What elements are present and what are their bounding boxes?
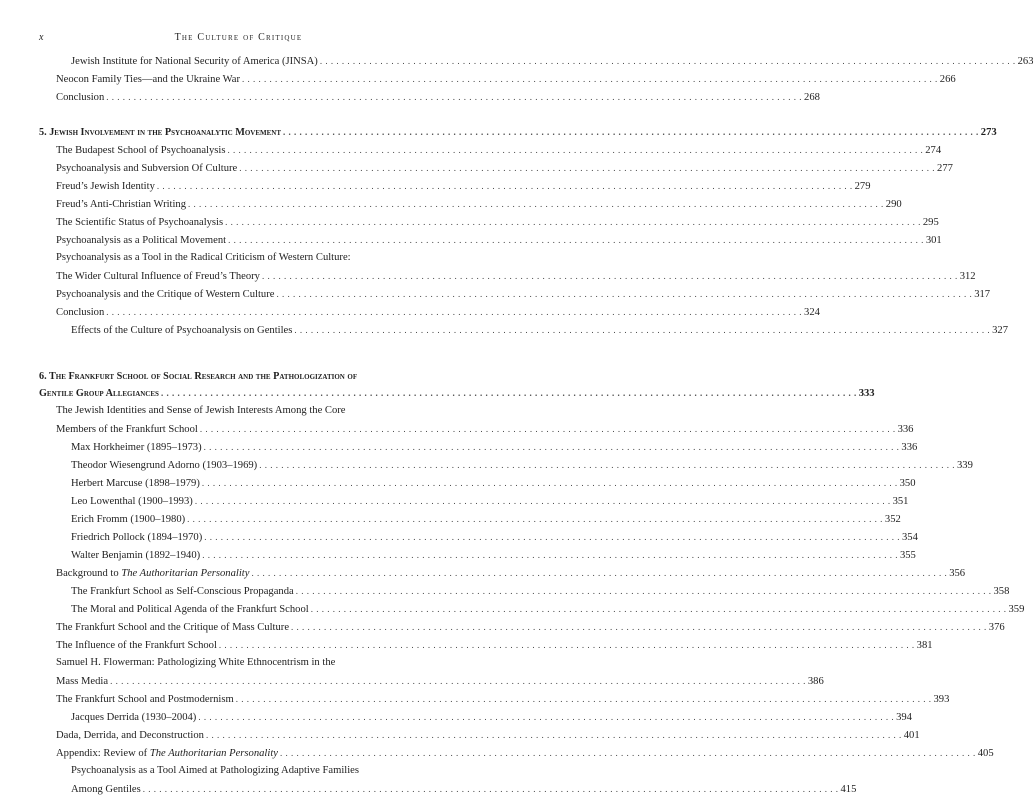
- toc-entry-title: Conclusion: [56, 92, 105, 103]
- toc-entry-title-italic: The Authoritarian Personality: [121, 568, 250, 579]
- toc-entry-title: Conclusion: [56, 307, 105, 318]
- toc-entry[interactable]: [39, 636, 933, 654]
- dot-leader: [206, 726, 902, 744]
- toc-entry-page: 356: [949, 568, 966, 579]
- toc-entry-title: Mass Media: [56, 676, 109, 687]
- toc-entry-title: Theodor Wiesengrund Adorno (1903–1969): [71, 460, 258, 471]
- running-header: [39, 32, 438, 46]
- chapter-heading-first-line[interactable]: 6. The Frankfurt School of Social Research and the Pathologization of: [39, 371, 358, 382]
- chapter-title: 5. Jewish Involvement in the Psychoanalytic Movement: [39, 127, 282, 138]
- toc-entry-page: 336: [901, 442, 918, 453]
- toc-entry[interactable]: [39, 52, 1033, 70]
- toc-entry-title: Freud’s Anti-Christian Writing: [56, 199, 187, 210]
- toc-entry-title: The Budapest School of Psychoanalysis: [56, 145, 226, 156]
- toc-entry-title: Neocon Family Ties—and the Ukraine War: [56, 74, 241, 85]
- toc-entry-title: [56, 745, 278, 763]
- toc-entry-title: The Moral and Political Agenda of the Frankfurt School: [71, 604, 309, 615]
- dot-leader: [291, 618, 987, 636]
- dot-leader: [242, 70, 938, 88]
- toc-entry[interactable]: [39, 438, 918, 456]
- dot-leader: [228, 231, 924, 249]
- toc-entry[interactable]: [39, 303, 820, 321]
- toc-entry[interactable]: [39, 285, 991, 303]
- toc-entry-title: Jacques Derrida (1930–2004): [71, 712, 197, 723]
- toc-entry[interactable]: [39, 618, 1005, 636]
- toc-entry-page: 295: [922, 217, 939, 228]
- toc-entry[interactable]: [39, 726, 920, 744]
- toc-entry-page: 393: [933, 694, 950, 705]
- toc-entry[interactable]: [39, 780, 857, 798]
- toc-entry-first-line[interactable]: The Jewish Identities and Sense of Jewish Interests Among the Core: [56, 405, 346, 416]
- toc-entry-page: 268: [804, 92, 820, 103]
- toc-entry[interactable]: [39, 672, 824, 690]
- toc-entry-title: Freud’s Jewish Identity: [56, 181, 155, 192]
- toc-entry[interactable]: [39, 600, 1025, 618]
- dot-leader: [195, 492, 891, 510]
- toc-entry-page: 350: [899, 478, 916, 489]
- toc-entry-title-italic: The Authoritarian Personality: [149, 748, 278, 759]
- dot-leader: [283, 124, 979, 141]
- toc-entry-page: 354: [901, 532, 918, 543]
- toc-entry-page: 394: [896, 712, 912, 723]
- toc-entry-page: 355: [899, 550, 916, 561]
- dot-leader: [259, 456, 955, 474]
- toc-entry[interactable]: [39, 474, 916, 492]
- toc-entry-page: 376: [988, 622, 1005, 633]
- dot-leader: [239, 159, 935, 177]
- dot-leader: [236, 690, 932, 708]
- toc-entry-page: 263: [1017, 56, 1033, 67]
- chapter-heading[interactable]: [39, 124, 997, 141]
- toc-entry-page: 317: [974, 289, 991, 300]
- toc-entry[interactable]: [39, 159, 953, 177]
- toc-entry[interactable]: [39, 231, 942, 249]
- toc-entry[interactable]: [39, 213, 939, 231]
- page-number: x: [39, 32, 45, 43]
- dot-leader: [225, 213, 921, 231]
- toc-entry-title: Herbert Marcuse (1898–1979): [71, 478, 200, 489]
- dot-leader: [276, 285, 972, 303]
- toc-entry[interactable]: [39, 141, 942, 159]
- toc-entry-page: 301: [925, 235, 942, 246]
- toc-entry-page: 381: [916, 640, 933, 651]
- toc-entry-page: 386: [807, 676, 824, 687]
- toc-entry[interactable]: [39, 546, 916, 564]
- toc-entry-title: The Influence of the Frankfurt School: [56, 640, 217, 651]
- dot-leader: [161, 385, 857, 402]
- toc-entry[interactable]: [39, 70, 956, 88]
- dot-leader: [106, 303, 802, 321]
- toc-entry[interactable]: [39, 456, 973, 474]
- dot-leader: [198, 708, 894, 726]
- toc-entry-page: 274: [925, 145, 942, 156]
- toc-entry-title: The Frankfurt School and the Critique of Mass Culture: [56, 622, 290, 633]
- chapter-heading[interactable]: [39, 385, 875, 402]
- dot-leader: [251, 564, 947, 582]
- toc-entry[interactable]: [39, 744, 994, 762]
- toc-entry-page: 405: [977, 748, 994, 759]
- toc-entry[interactable]: [39, 690, 950, 708]
- toc-entry-page: 359: [1008, 604, 1025, 615]
- toc-entry-title: The Scientific Status of Psychoanalysis: [56, 217, 224, 228]
- toc-entry[interactable]: [39, 582, 1010, 600]
- toc-entry[interactable]: [39, 177, 871, 195]
- toc-entry-title: Friedrich Pollock (1894–1970): [71, 532, 203, 543]
- dot-leader: [202, 546, 898, 564]
- dot-leader: [187, 510, 883, 528]
- dot-leader: [157, 177, 853, 195]
- toc-entry-page: 279: [854, 181, 871, 192]
- toc-entry[interactable]: [39, 267, 976, 285]
- dot-leader: [204, 528, 900, 546]
- toc-entry[interactable]: [39, 528, 918, 546]
- dot-leader: [202, 474, 898, 492]
- toc-entry-page: 336: [897, 424, 914, 435]
- toc-entry-title: Psychoanalysis and Subversion Of Culture: [56, 163, 238, 174]
- dot-leader: [280, 744, 976, 762]
- toc-entry-title: Members of the Frankfurt School: [56, 424, 198, 435]
- running-title: The Culture of Critique: [174, 32, 303, 43]
- toc-entry-page: 324: [804, 307, 820, 318]
- dot-leader: [110, 672, 806, 690]
- toc-entry-title: Psychoanalysis and the Critique of Western Culture: [56, 289, 275, 300]
- toc-entry-title: The Frankfurt School as Self-Conscious Propaganda: [71, 586, 294, 597]
- toc-entry-first-line[interactable]: Psychoanalysis as a Tool in the Radical Criticism of Western Culture:: [56, 252, 351, 263]
- toc-entry[interactable]: [39, 510, 901, 528]
- dot-leader: [219, 636, 915, 654]
- toc-entry[interactable]: [39, 195, 902, 213]
- toc-entry-first-line[interactable]: Samuel H. Flowerman: Pathologizing White Ethnocentrism in the: [56, 657, 336, 668]
- toc-entry-title: Dada, Derrida, and Deconstruction: [56, 730, 204, 741]
- toc-entry-page: 266: [939, 74, 956, 85]
- dot-leader: [294, 321, 990, 339]
- chapter-title: Gentile Group Allegiances: [39, 388, 159, 399]
- toc-entry-title: Walter Benjamin (1892–1940): [71, 550, 201, 561]
- toc-entry[interactable]: [39, 420, 914, 438]
- toc-entry[interactable]: [39, 321, 1008, 339]
- dot-leader: [204, 438, 900, 456]
- toc-entry-title: Leo Lowenthal (1900–1993): [71, 496, 193, 507]
- dot-leader: [320, 52, 1016, 70]
- toc-entry-page: 327: [992, 325, 1008, 336]
- dot-leader: [227, 141, 923, 159]
- toc-entry-title: [56, 565, 249, 583]
- table-of-contents: [39, 52, 1033, 798]
- toc-entry-page: 352: [884, 514, 901, 525]
- dot-leader: [143, 780, 839, 798]
- dot-leader: [188, 195, 884, 213]
- toc-entry[interactable]: [39, 492, 909, 510]
- toc-entry-title: The Wider Cultural Influence of Freud’s Theory: [56, 271, 260, 282]
- toc-entry-first-line[interactable]: Psychoanalysis as a Tool Aimed at Pathologizing Adaptive Families: [71, 765, 360, 776]
- toc-entry[interactable]: [39, 708, 912, 726]
- toc-entry-page: 401: [903, 730, 920, 741]
- toc-entry-title: Among Gentiles: [71, 784, 141, 795]
- toc-entry-title: Max Horkheimer (1895–1973): [71, 442, 202, 453]
- dot-leader: [106, 88, 802, 106]
- toc-entry-page: 358: [993, 586, 1010, 597]
- toc-entry-page: 351: [892, 496, 909, 507]
- toc-entry-title: The Frankfurt School and Postmodernism: [56, 694, 234, 705]
- toc-entry-title: Erich Fromm (1900–1980): [71, 514, 186, 525]
- toc-entry-page: 415: [840, 784, 857, 795]
- toc-entry-title: Jewish Institute for National Security of America (JINSA): [71, 56, 318, 67]
- dot-leader: [311, 600, 1007, 618]
- toc-entry-title: Psychoanalysis as a Political Movement: [56, 235, 227, 246]
- toc-entry-title-prefix: Appendix: Review of: [56, 748, 150, 759]
- dot-leader: [262, 267, 958, 285]
- dot-leader: [296, 582, 992, 600]
- toc-entry-page: 339: [956, 460, 973, 471]
- toc-entry[interactable]: [39, 564, 966, 582]
- toc-entry-page: 290: [885, 199, 902, 210]
- toc-entry-page: 312: [959, 271, 976, 282]
- chapter-page: 273: [980, 127, 997, 138]
- toc-entry[interactable]: [39, 88, 820, 106]
- toc-entry-title: Effects of the Culture of Psychoanalysis on Gentiles: [71, 325, 293, 336]
- chapter-page: 333: [858, 388, 875, 399]
- toc-entry-title-prefix: Background to: [56, 568, 122, 579]
- toc-entry-page: 277: [937, 163, 953, 174]
- dot-leader: [200, 420, 896, 438]
